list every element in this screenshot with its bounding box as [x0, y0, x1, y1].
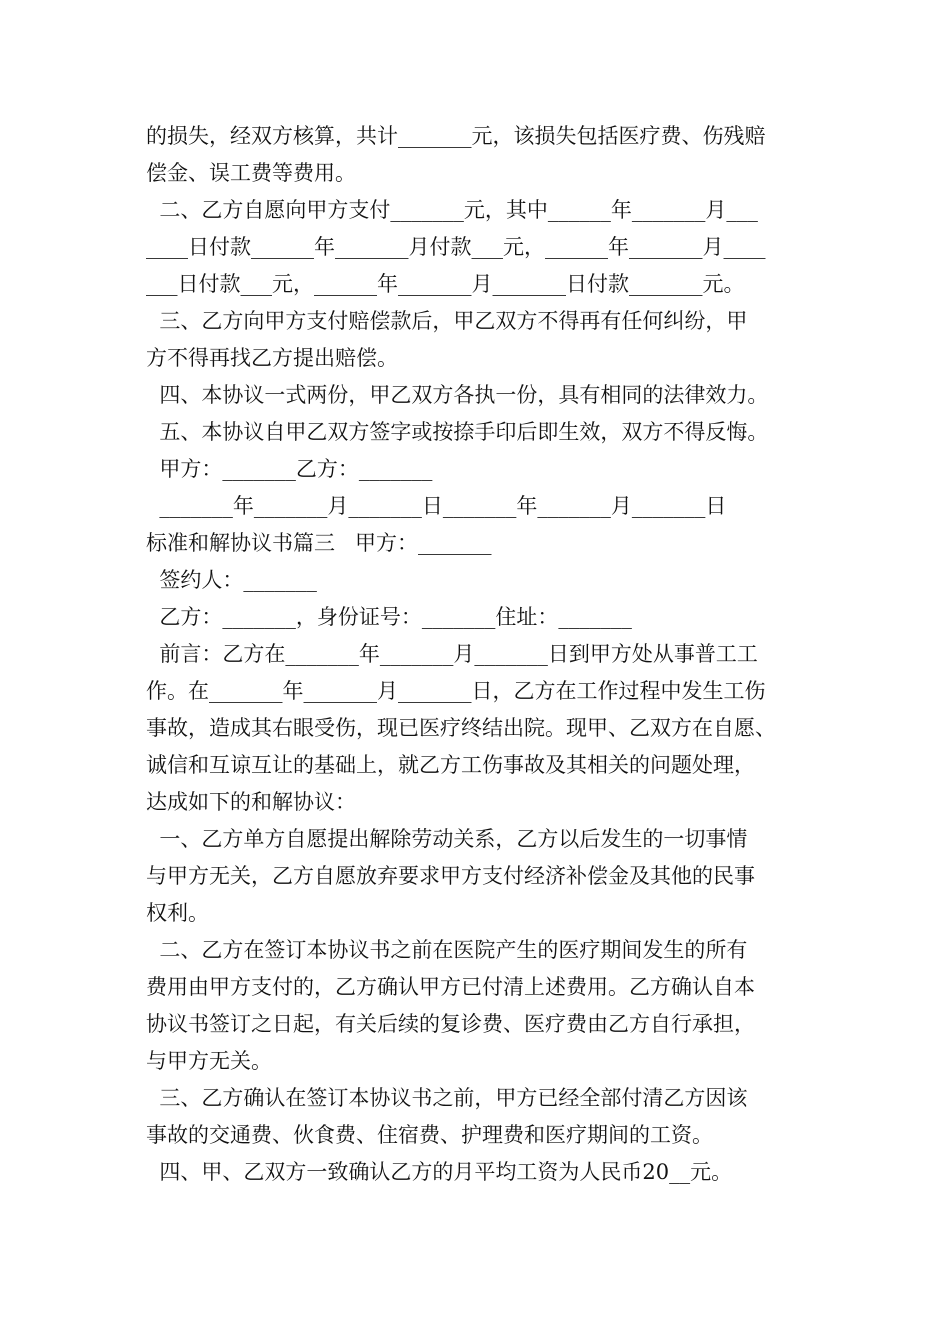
text-line: 协议书签订之日起，有关后续的复诊费、医疗费由乙方自行承担， — [146, 1012, 755, 1036]
text-line: 费用由甲方支付的，乙方确认甲方已付清上述费用。乙方确认自本 — [146, 975, 755, 999]
text-line: 三、乙方确认在签订本协议书之前，甲方已经全部付清乙方因该 — [146, 1086, 748, 1110]
text-line: 事故的交通费、伙食费、住宿费、护理费和医疗期间的工资。 — [146, 1123, 713, 1147]
text-line: 二、乙方在签订本协议书之前在医院产生的医疗期间发生的所有 — [146, 938, 748, 962]
text-line: 达成如下的和解协议： — [146, 790, 356, 814]
text-line: 前言：乙方在_______年_______月_______日到甲方处从事普工工 — [146, 642, 758, 666]
text-line: 权利。 — [146, 901, 209, 925]
document-page — [146, 118, 826, 1191]
text-line: 五、本协议自甲乙双方签字或按捺手印后即生效，双方不得反悔。 — [146, 420, 769, 444]
text-line: 签约人：_______ — [146, 568, 317, 592]
text-line: 事故，造成其右眼受伤，现已医疗终结出院。现甲、乙双方在自愿、 — [146, 716, 776, 740]
text-line: 与甲方无关，乙方自愿放弃要求甲方支付经济补偿金及其他的民事 — [146, 864, 755, 888]
text-line: 诚信和互谅互让的基础上，就乙方工伤事故及其相关的问题处理， — [146, 753, 755, 777]
text-line: ___日付款___元，______年_______月_______日付款_______元。 — [146, 272, 745, 296]
text-line: 二、乙方自愿向甲方支付_______元，其中______年_______月___ — [146, 198, 758, 222]
text-line: 偿金、误工费等费用。 — [146, 161, 356, 185]
text-line: 一、乙方单方自愿提出解除劳动关系，乙方以后发生的一切事情 — [146, 827, 748, 851]
date-line: _______年_______月_______日_______年_______月_______日 — [146, 494, 727, 518]
signature-line: 甲方：_______乙方：_______ — [146, 457, 433, 481]
text-line: 的损失，经双方核算，共计_______元，该损失包括医疗费、伤残赔 — [146, 124, 766, 148]
text-line: 作。在_______年_______月_______日，乙方在工作过程中发生工伤 — [146, 679, 766, 703]
text-line: 乙方：_______，身份证号：_______住址：_______ — [146, 605, 632, 629]
text-line: 四、本协议一式两份，甲乙双方各执一份，具有相同的法律效力。 — [146, 383, 769, 407]
text-line: 三、乙方向甲方支付赔偿款后，甲乙双方不得再有任何纠纷，甲 — [146, 309, 748, 333]
section-heading: 标准和解协议书篇三 甲方：_______ — [146, 531, 492, 555]
text-line: ____日付款______年_______月付款___元，______年_______月____ — [146, 235, 766, 259]
text-line: 四、甲、乙双方一致确认乙方的月平均工资为人民币20__元。 — [146, 1160, 733, 1184]
text-line: 方不得再找乙方提出赔偿。 — [146, 346, 398, 370]
text-line: 与甲方无关。 — [146, 1049, 272, 1073]
